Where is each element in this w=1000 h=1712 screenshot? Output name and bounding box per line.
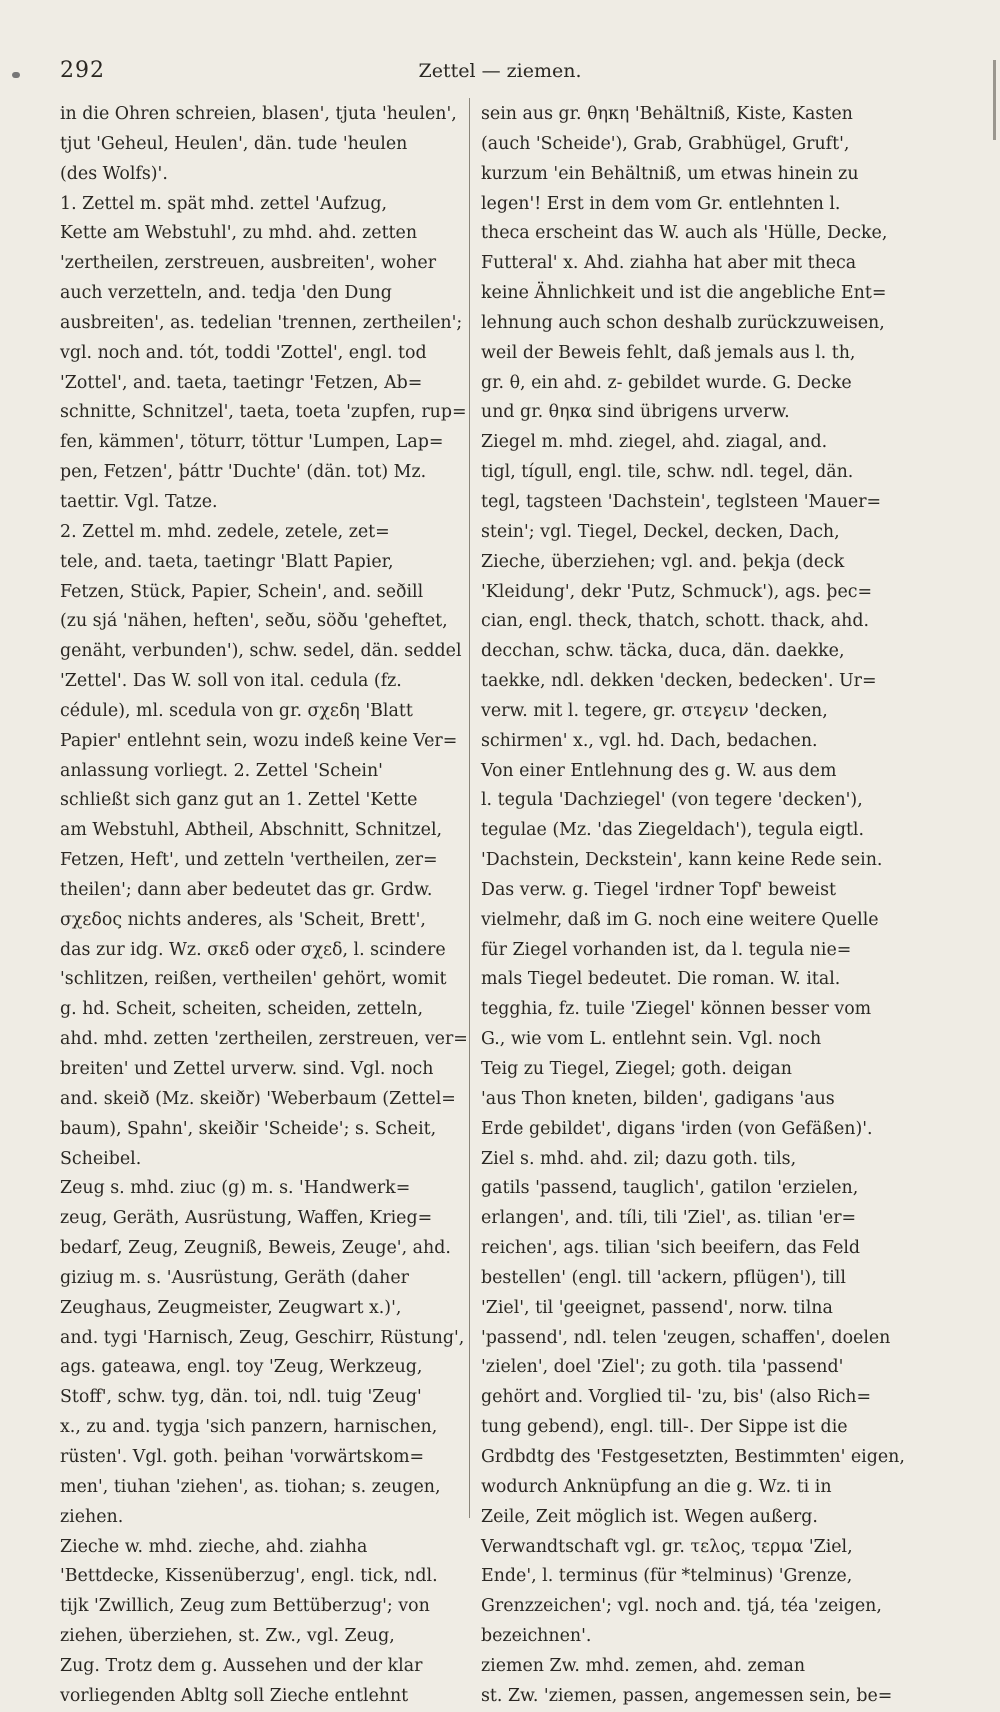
text-line: cian, engl. theck, thatch, schott. thack, ahd. [481, 611, 870, 632]
text-line: schirmen' x., vgl. hd. Dach, bedachen. [481, 730, 818, 751]
text-line: 'passend', ndl. telen 'zeugen, schaffen', doelen [481, 1327, 891, 1348]
text-line: tjut 'Geheul, Heulen', dän. tude 'heulen [60, 133, 408, 154]
text-line: theilen'; dann aber bedeutet das gr. Grdw. [60, 879, 433, 900]
text-line: Zieche, überziehen; vgl. and. þekja (deck [481, 551, 845, 572]
text-line: tigl, tígull, engl. tile, schw. ndl. tegel, dän. [481, 462, 854, 483]
text-line: 1. Zettel m. spät mhd. zettel 'Aufzug, [60, 193, 388, 214]
text-line: Verwandtschaft vgl. gr. τελος, τερμα 'Ziel, [481, 1536, 853, 1557]
text-line: ziehen, überziehen, st. Zw., vgl. Zeug, [60, 1626, 395, 1647]
text-line: reichen', ags. tilian 'sich beeifern, das Feld [481, 1238, 861, 1259]
text-line: x., zu and. tygja 'sich panzern, harnischen, [60, 1417, 438, 1438]
text-line: l. tegula 'Dachziegel' (von tegere 'decken'), [481, 790, 863, 811]
text-line: baum), Spahn', skeiðir 'Scheide'; s. Scheit, [60, 1118, 437, 1139]
text-line: 'aus Thon kneten, bilden', gadigans 'aus [481, 1088, 835, 1109]
text-line: taettir. Vgl. Tatze. [60, 491, 218, 512]
text-line: Zeughaus, Zeugmeister, Zeugwart x.)', [60, 1297, 402, 1318]
text-line: tele, and. taeta, taetingr 'Blatt Papier, [60, 551, 394, 572]
column-divider [469, 98, 470, 1518]
text-line: 'Kleidung', dekr 'Putz, Schmuck'), ags. þec= [481, 581, 873, 602]
text-line: tijk 'Zwillich, Zeug zum Bettüberzug'; von [60, 1596, 430, 1617]
text-line: schließt sich ganz gut an 1. Zettel 'Kette [60, 790, 418, 811]
text-line: weil der Beweis fehlt, daß jemals aus l. th, [481, 342, 856, 363]
text-line: taekke, ndl. dekken 'decken, bedecken'. Ur= [481, 671, 877, 692]
text-line: pen, Fetzen', þáttr 'Duchte' (dän. tot) Mz. [60, 462, 427, 483]
text-line: breiten' und Zettel urverw. sind. Vgl. noch [60, 1059, 434, 1079]
text-line: ausbreiten', as. tedelian 'trennen, zertheilen'; [60, 312, 463, 333]
text-line: and. skeið (Mz. skeiðr) 'Weberbaum (Zettel= [60, 1088, 456, 1109]
text-line: am Webstuhl, Abtheil, Abschnitt, Schnitzel, [60, 820, 443, 841]
text-line: das zur idg. Wz. σκεδ oder σχεδ, l. scindere [60, 939, 446, 960]
text-line: G., wie vom L. entlehnt sein. Vgl. noch [481, 1029, 822, 1050]
text-line: vgl. noch and. tót, toddi 'Zottel', engl. tod [60, 342, 427, 363]
text-line: giziug m. s. 'Ausrüstung, Geräth (daher [60, 1267, 409, 1288]
text-line: kurzum 'ein Behältniß, um etwas hinein zu [481, 163, 859, 184]
text-line: gatils 'passend, tauglich', gatilon 'erzielen, [481, 1178, 859, 1199]
text-line: ziehen. [60, 1506, 124, 1527]
text-line: vielmehr, daß im G. noch eine weitere Quelle [481, 909, 879, 930]
text-line: fen, kämmen', töturr, töttur 'Lumpen, Lap= [60, 432, 444, 453]
text-line: Kette am Webstuhl', zu mhd. ahd. zetten [60, 223, 418, 244]
text-line: bestellen' (engl. till 'ackern, pflügen'), till [481, 1267, 846, 1288]
text-line: stein'; vgl. Tiegel, Deckel, decken, Dach, [481, 521, 840, 542]
text-line: legen'! Erst in dem vom Gr. entlehnten l. [481, 193, 841, 214]
text-line: ahd. mhd. zetten 'zertheilen, zerstreuen, ver= [60, 1029, 468, 1050]
text-line: 'Dachstein, Deckstein', kann keine Rede sein. [481, 850, 883, 871]
text-line: keine Ähnlichkeit und ist die angebliche Ent= [481, 283, 887, 304]
text-line: und gr. θηκα sind übrigens urverw. [481, 402, 790, 423]
text-line: rüsten'. Vgl. goth. þeihan 'vorwärtskom= [60, 1446, 425, 1467]
text-line: Grenzzeichen'; vgl. noch and. tjá, téa 'zeigen, [481, 1596, 882, 1617]
running-title: Zettel — ziemen. [418, 60, 582, 82]
text-line: Das verw. g. Tiegel 'irdner Topf' beweist [481, 879, 837, 900]
right-column [481, 100, 905, 1706]
text-line: 'zertheilen, zerstreuen, ausbreiten', woher [60, 253, 437, 274]
text-line: verw. mit l. tegere, gr. στεγειν 'decken, [481, 700, 828, 721]
text-line: ags. gateawa, engl. toy 'Zeug, Werkzeug, [60, 1357, 423, 1378]
text-line: (des Wolfs)'. [60, 163, 168, 184]
text-line: mals Tiegel bedeutet. Die roman. W. ital. [481, 969, 841, 990]
text-line: st. Zw. 'ziemen, passen, angemessen sein, be= [481, 1685, 893, 1706]
text-line: lehnung auch schon deshalb zurückzuweisen, [481, 312, 885, 333]
left-column [60, 100, 468, 1706]
text-line: (zu sjá 'nähen, heften', seðu, söðu 'geheftet, [60, 611, 448, 632]
text-line: bedarf, Zeug, Zeugniß, Beweis, Zeuge', ahd. [60, 1238, 451, 1259]
text-line: Zeug s. mhd. ziuc (g) m. s. 'Handwerk= [60, 1178, 411, 1199]
text-line: wodurch Anknüpfung an die g. Wz. ti in [481, 1476, 832, 1497]
text-line: gehört and. Vorglied til- 'zu, bis' (also Rich= [481, 1387, 872, 1408]
text-line: 'Zettel'. Das W. soll von ital. cedula (fz. [60, 671, 402, 692]
text-line: Zieche w. mhd. zieche, ahd. ziahha [60, 1536, 368, 1557]
text-line: σχεδος nichts anderes, als 'Scheit, Brett', [60, 909, 426, 930]
text-line: Scheibel. [60, 1148, 142, 1169]
text-line: für Ziegel vorhanden ist, da l. tegula nie= [481, 939, 852, 960]
text-line: Ziel s. mhd. ahd. zil; dazu goth. tils, [481, 1148, 797, 1169]
text-line: erlangen', and. tíli, tili 'Ziel', as. tilian 'er= [481, 1208, 857, 1229]
text-line: 2. Zettel m. mhd. zedele, zetele, zet= [60, 521, 390, 542]
text-line: sein aus gr. θηκη 'Behältniß, Kiste, Kasten [481, 104, 853, 124]
text-line: Papier' entlehnt sein, wozu indeß keine Ver= [60, 730, 458, 751]
text-line: ziemen Zw. mhd. zemen, ahd. zeman [481, 1655, 806, 1676]
text-line: Von einer Entlehnung des g. W. aus dem [481, 760, 837, 781]
text-line: Fetzen, Heft', und zetteln 'vertheilen, zer= [60, 850, 438, 871]
ink-speck [12, 72, 20, 78]
text-line: tegl, tagsteen 'Dachstein', teglsteen 'Mauer= [481, 491, 882, 512]
text-line: Zug. Trotz dem g. Aussehen und der klar [60, 1655, 423, 1676]
text-line: Stoff', schw. tyg, dän. toi, ndl. tuig 'Zeug' [60, 1387, 422, 1408]
text-line: auch verzetteln, and. tedja 'den Dung [60, 283, 392, 304]
text-line: gr. θ, ein ahd. z- gebildet wurde. G. Decke [481, 372, 852, 393]
page-edge-shadow [993, 60, 996, 140]
text-line: (auch 'Scheide'), Grab, Grabhügel, Gruft', [481, 133, 850, 154]
text-line: Ende', l. terminus (für *telminus) 'Grenze, [481, 1566, 853, 1587]
text-line: tung gebend), engl. till-. Der Sippe ist die [481, 1417, 848, 1438]
text-line: bezeichnen'. [481, 1626, 592, 1647]
text-line: Ziegel m. mhd. ziegel, ahd. ziagal, and. [481, 432, 828, 453]
text-line: men', tiuhan 'ziehen', as. tiohan; s. zeugen, [60, 1476, 441, 1497]
text-line: 'Ziel', til 'geeignet, passend', norw. tilna [481, 1297, 833, 1318]
text-line: genäht, verbunden'), schw. sedel, dän. seddel [60, 641, 462, 662]
text-line: cédule), ml. scedula von gr. σχεδη 'Blatt [60, 700, 413, 721]
text-line: Teig zu Tiegel, Ziegel; goth. deigan [481, 1059, 792, 1079]
text-line: g. hd. Scheit, scheiten, scheiden, zetteln, [60, 999, 423, 1020]
text-line: Futteral' x. Ahd. ziahha hat aber mit theca [481, 253, 857, 274]
text-line: 'schlitzen, reißen, vertheilen' gehört, womit [60, 969, 447, 990]
text-line: 'Zottel', and. taeta, taetingr 'Fetzen, Ab= [60, 372, 423, 393]
text-line: and. tygi 'Harnisch, Zeug, Geschirr, Rüstung', [60, 1327, 465, 1348]
text-line: zeug, Geräth, Ausrüstung, Waffen, Krieg= [60, 1208, 433, 1229]
text-line: Grdbdtg des 'Festgesetzten, Bestimmten' eigen, [481, 1446, 905, 1467]
text-line: 'zielen', doel 'Ziel'; zu goth. tila 'passend' [481, 1357, 844, 1378]
text-line: Zeile, Zeit möglich ist. Wegen außerg. [481, 1506, 818, 1527]
text-line: 'Bettdecke, Kissenüberzug', engl. tick, ndl. [60, 1566, 438, 1587]
page-number: 292 [60, 58, 105, 83]
page-header [60, 58, 940, 88]
text-line: Fetzen, Stück, Papier, Schein', and. seðill [60, 581, 424, 602]
text-line: Erde gebildet', digans 'irden (von Gefäßen)'. [481, 1118, 873, 1139]
text-line: anlassung vorliegt. 2. Zettel 'Schein' [60, 760, 383, 781]
text-line: tegulae (Mz. 'das Ziegeldach'), tegula eigtl. [481, 820, 865, 841]
text-line: vorliegenden Abltg soll Zieche entlehnt [60, 1685, 409, 1706]
text-line: in die Ohren schreien, blasen', tjuta 'heulen', [60, 104, 457, 124]
text-line: schnitte, Schnitzel', taeta, toeta 'zupfen, rup= [60, 402, 467, 423]
text-line: theca erscheint das W. auch als 'Hülle, Decke, [481, 223, 888, 244]
text-line: tegghia, fz. tuile 'Ziegel' können besser vom [481, 999, 872, 1020]
text-line: decchan, schw. täcka, duca, dän. daekke, [481, 641, 845, 662]
